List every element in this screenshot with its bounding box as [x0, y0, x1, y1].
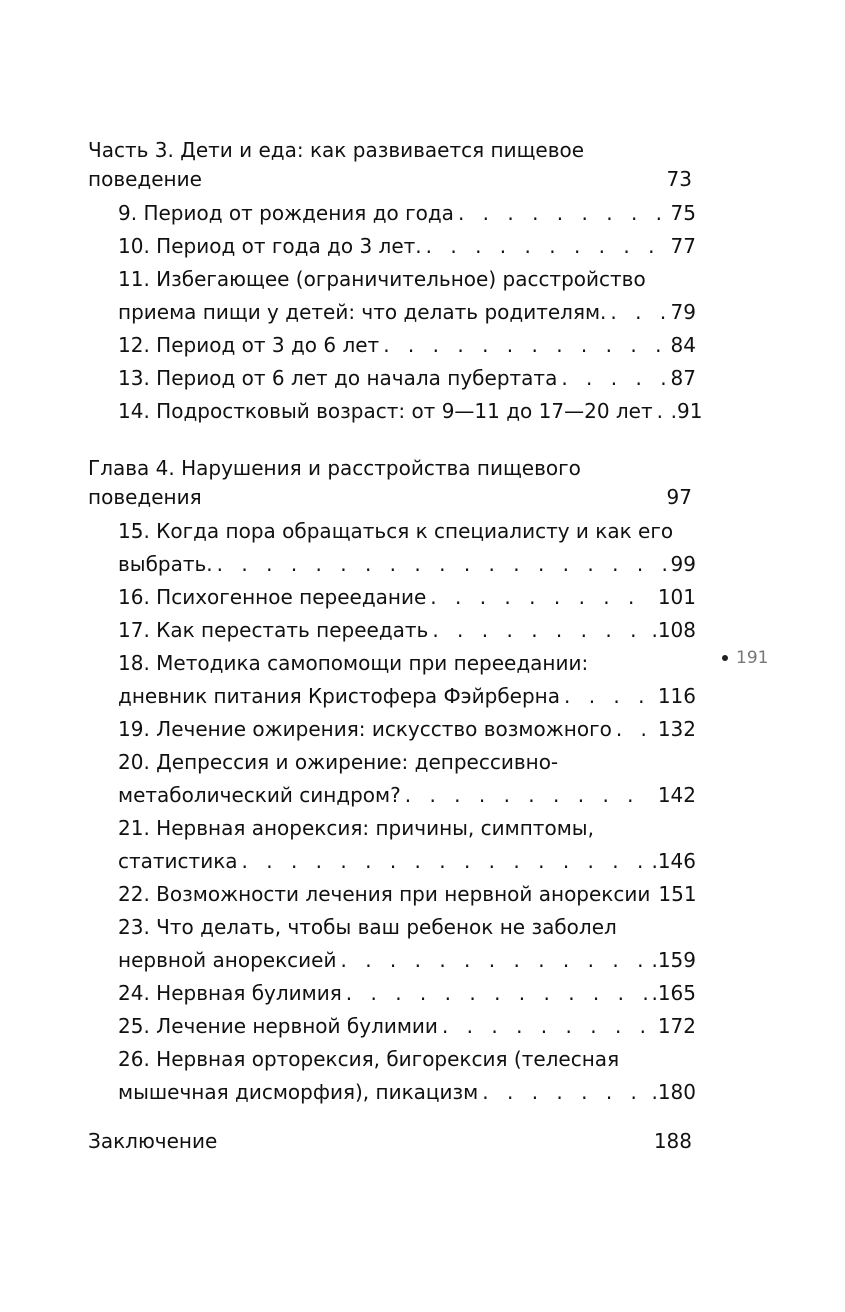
toc-entry-20 [118, 746, 696, 812]
toc-entry-25 [118, 1010, 696, 1043]
toc-entry-21 [118, 812, 696, 878]
entry-title: 16. Психогенное переедание [118, 585, 427, 609]
page-folio [722, 648, 768, 668]
entry-page-number: 87 [670, 366, 696, 390]
part-heading [88, 454, 696, 512]
entry-title: 12. Период от 3 до 6 лет [118, 333, 380, 357]
dot-leader [346, 977, 648, 1010]
entry-page-number: .159 [651, 948, 696, 972]
toc-conclusion [88, 1127, 696, 1156]
entry-page-number: 116 [657, 684, 696, 708]
toc-entry-22 [118, 878, 696, 911]
toc-entry-26 [118, 1043, 696, 1109]
entry-title-line-1: 15. Когда пора обращаться к специалисту и как его [118, 519, 674, 543]
entry-page-number: 172 [657, 1014, 696, 1038]
dot-leader [657, 395, 667, 428]
entry-title: 9. Период от рождения до года [118, 201, 454, 225]
entry-page-number: 151 [658, 882, 697, 906]
folio-number: 191 [736, 648, 769, 668]
dot-leader [242, 845, 648, 878]
part-page-number: 97 [666, 485, 692, 509]
bullet-icon [722, 655, 728, 661]
toc-entry-16 [118, 581, 696, 614]
entry-title: 24. Нервная булимия [118, 981, 342, 1005]
part-title-line-1: Часть 3. Дети и еда: как развивается пищевое [88, 138, 585, 162]
dot-leader [482, 1076, 647, 1109]
entry-title: приема пищи у детей: что делать родителям. [118, 300, 607, 324]
entry-page-number: .146 [651, 849, 696, 873]
entry-page-number: 84 [670, 333, 696, 357]
toc-entry-9 [118, 197, 696, 230]
entry-title: нервной анорексией [118, 948, 337, 972]
toc-entry-18 [118, 647, 696, 713]
dot-leader [383, 329, 666, 362]
entry-title-line-1: 23. Что делать, чтобы ваш ребенок не заболел [118, 915, 617, 939]
toc-entry-12 [118, 329, 696, 362]
dot-leader [405, 779, 654, 812]
table-of-contents [88, 136, 703, 1156]
toc-entry-19 [118, 713, 696, 746]
entry-title: 17. Как перестать переедать [118, 618, 429, 642]
toc-entry-11 [118, 263, 696, 329]
dot-leader [432, 614, 647, 647]
entry-title: дневник питания Кристофера Фэйрберна [118, 684, 560, 708]
entry-title: выбрать. [118, 552, 213, 576]
entry-page-number: 75 [670, 201, 696, 225]
chapter-list [118, 515, 696, 1109]
entry-page-number: 101 [657, 585, 696, 609]
part-heading [88, 136, 696, 194]
entry-title-line-1: 11. Избегающее (ограничительное) расстройство [118, 267, 646, 291]
entry-title: 13. Период от 6 лет до начала пубертата [118, 366, 558, 390]
dot-leader [426, 230, 667, 263]
toc-part-3 [88, 136, 703, 428]
entry-title: 22. Возможности лечения при нервной анорексии [118, 882, 651, 906]
entry-page-number: .165 [651, 981, 696, 1005]
conclusion-title: Заключение [88, 1129, 218, 1153]
entry-page-number: 79 [670, 300, 696, 324]
dot-leader [458, 197, 667, 230]
part-title-line-2: поведения [88, 485, 202, 509]
dot-leader [561, 362, 666, 395]
entry-page-number: 132 [657, 717, 696, 741]
entry-title-line-1: 18. Методика самопомощи при переедании: [118, 651, 589, 675]
dot-leader [340, 944, 647, 977]
entry-page-number: .108 [651, 618, 696, 642]
entry-page-number: 142 [657, 783, 696, 807]
dot-leader [430, 581, 654, 614]
entry-title-line-1: 21. Нервная анорексия: причины, симптомы, [118, 816, 594, 840]
toc-entry-14 [118, 395, 703, 428]
entry-title-line-1: 20. Депрессия и ожирение: депрессивно- [118, 750, 559, 774]
toc-part-4 [88, 454, 696, 1109]
chapter-list [118, 197, 703, 428]
entry-page-number: 99 [670, 552, 696, 576]
toc-entry-10 [118, 230, 696, 263]
toc-entry-24 [118, 977, 696, 1010]
toc-entry-13 [118, 362, 696, 395]
entry-title: 25. Лечение нервной булимии [118, 1014, 438, 1038]
entry-page-number: 77 [670, 234, 696, 258]
toc-entry-15 [118, 515, 696, 581]
part-title-line-1: Глава 4. Нарушения и расстройства пищевого [88, 456, 581, 480]
dot-leader [616, 713, 654, 746]
dot-leader [217, 548, 667, 581]
part-page-number: 73 [666, 167, 692, 191]
conclusion-page-number: 188 [653, 1129, 692, 1153]
entry-page-number: .180 [651, 1080, 696, 1104]
toc-entry-23 [118, 911, 696, 977]
entry-title: статистика [118, 849, 238, 873]
entry-title: мышечная дисморфия), пикацизм [118, 1080, 479, 1104]
entry-title-line-1: 26. Нервная орторексия, бигорексия (телесная [118, 1047, 620, 1071]
entry-title: 19. Лечение ожирения: искусство возможного [118, 717, 612, 741]
entry-title: 10. Период от года до 3 лет. [118, 234, 422, 258]
dot-leader [564, 680, 654, 713]
dot-leader [610, 296, 666, 329]
entry-page-number: .91 [670, 399, 703, 423]
entry-title: 14. Подростковый возраст: от 9—11 до 17—20 лет [118, 399, 653, 423]
dot-leader [442, 1010, 654, 1043]
entry-title: метаболический синдром? [118, 783, 401, 807]
toc-entry-17 [118, 614, 696, 647]
part-title-line-2: поведение [88, 167, 202, 191]
